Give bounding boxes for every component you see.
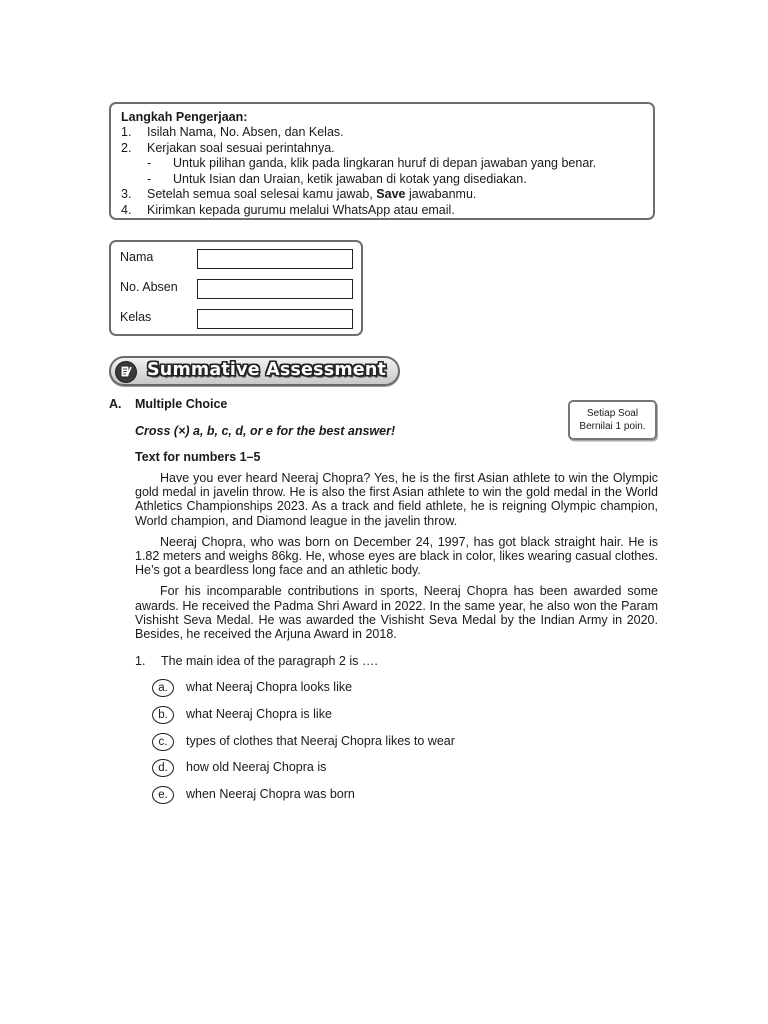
step-1	[121, 125, 643, 141]
step-text-bold: Save	[376, 187, 406, 201]
step-text-after: jawabanmu.	[405, 187, 477, 201]
section-instruction: Cross (×) a, b, c, d, or e for the best answer!	[135, 424, 396, 438]
substep-dash: -	[147, 171, 152, 186]
class-input[interactable]	[197, 309, 353, 329]
class-label: Kelas	[120, 310, 152, 324]
step-number: 4.	[121, 202, 132, 217]
step-number: 3.	[121, 187, 132, 201]
option-d-text: how old Neeraj Chopra is	[186, 760, 327, 774]
passage-paragraph-2: Neeraj Chopra, who was born on December 24, 1997, has got black straight hair. He is 1.82 meters and weighs 86kg. He, whose eyes are black in color, likes wearing casual clothes. He’s got a beardless long face and an athletic body.	[135, 534, 658, 578]
banner-title: Summative Assessment	[147, 360, 387, 380]
substep-text: Untuk pilihan ganda, klik pada lingkaran huruf di depan jawaban yang benar.	[173, 156, 597, 170]
step-text: Kirimkan kepada gurumu melalui WhatsApp atau email.	[147, 202, 455, 217]
name-label: Nama	[120, 250, 154, 264]
option-a-circle[interactable]: a.	[152, 679, 174, 697]
step-text: Kerjakan soal sesuai perintahnya.	[147, 140, 335, 155]
option-c-circle[interactable]: c.	[152, 733, 174, 751]
step-text-before: Setelah semua soal selesai kamu jawab,	[147, 187, 377, 201]
score-note-line2: Bernilai 1 poin.	[579, 421, 646, 432]
instructions-box	[109, 102, 655, 220]
step-3	[121, 187, 643, 203]
score-note	[568, 400, 657, 440]
question-number: 1.	[135, 654, 146, 668]
option-e-circle[interactable]: e.	[152, 786, 174, 804]
question-text: The main idea of the paragraph 2 is ….	[161, 654, 378, 668]
passage	[135, 471, 658, 648]
substep-dash: -	[147, 156, 152, 170]
section-letter: A.	[109, 397, 122, 411]
substep-text: Untuk Isian dan Uraian, ketik jawaban di kotak yang disediakan.	[173, 171, 527, 186]
absen-input[interactable]	[197, 279, 353, 299]
step-4	[121, 203, 643, 219]
section-title: Multiple Choice	[135, 397, 228, 411]
identity-box	[109, 240, 363, 336]
notebook-pencil-icon	[115, 361, 137, 383]
passage-paragraph-1: Have you ever heard Neeraj Chopra? Yes, he is the first Asian athlete to win the Olympic gold medal in javelin throw. He is also the first Asian athlete to win the gold medal in the World Athletics Championships 2023. As a track and field athlete, he is reigning Olympic champion, World champion, and Diamond league in the javelin throw.	[135, 471, 658, 528]
instructions-title: Langkah Pengerjaan:	[121, 110, 248, 124]
passage-paragraph-3: For his incomparable contributions in sports, Neeraj Chopra has been awarded some awards. He received the Padma Shri Award in 2022. In the same year, he also won the Param Vishisht Seva Medal. He was awarded the Vishisht Seva Medal by the Indian Army in 2020. Besides, he received the Arjuna Award in 2018.	[135, 584, 658, 642]
option-e-text: when Neeraj Chopra was born	[186, 787, 355, 801]
substep-1	[121, 156, 643, 172]
absen-label: No. Absen	[120, 280, 178, 294]
passage-heading: Text for numbers 1–5	[135, 450, 261, 464]
step-text: Isilah Nama, No. Absen, dan Kelas.	[147, 125, 344, 139]
option-b-text: what Neeraj Chopra is like	[186, 707, 332, 721]
option-b-circle[interactable]: b.	[152, 706, 174, 724]
substep-2	[121, 172, 643, 188]
option-a-text: what Neeraj Chopra looks like	[186, 680, 353, 694]
step-number: 1.	[121, 125, 132, 139]
name-input[interactable]	[197, 249, 353, 269]
step-number: 2.	[121, 140, 132, 155]
step-2	[121, 141, 643, 157]
score-note-line1: Setiap Soal	[586, 408, 639, 419]
option-c-text: types of clothes that Neeraj Chopra likes to wear	[186, 734, 455, 748]
section-banner	[109, 356, 400, 386]
option-d-circle[interactable]: d.	[152, 759, 174, 777]
